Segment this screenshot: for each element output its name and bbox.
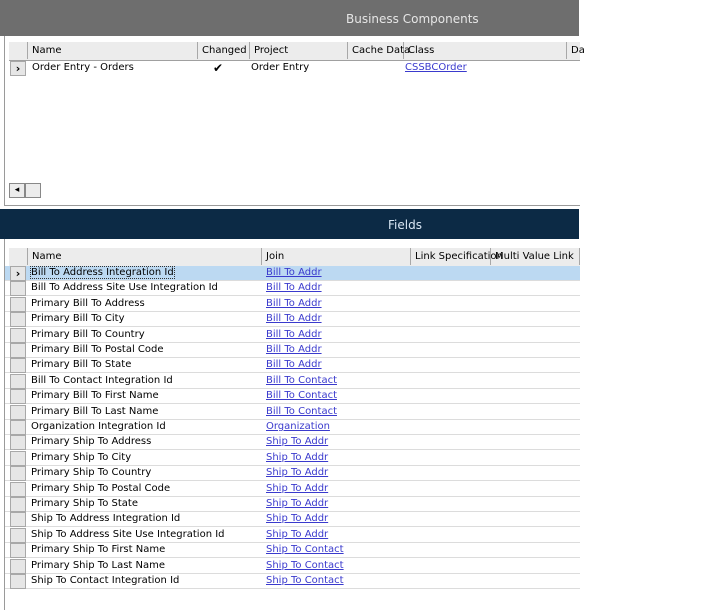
row-selector[interactable] bbox=[10, 312, 26, 327]
row-selector[interactable] bbox=[10, 358, 26, 373]
field-join-link[interactable]: Ship To Contact bbox=[266, 544, 344, 556]
field-name-cell[interactable] bbox=[31, 344, 164, 355]
field-name-text: Bill To Address Integration Id bbox=[31, 267, 174, 278]
field-join-link[interactable]: Ship To Contact bbox=[266, 559, 344, 571]
header-selector-cell bbox=[9, 248, 28, 265]
horizontal-scrollbar[interactable] bbox=[9, 183, 41, 198]
scroll-left-icon[interactable]: ◂ bbox=[9, 183, 25, 198]
field-join-link[interactable]: Bill To Contact bbox=[266, 374, 337, 386]
field-row[interactable] bbox=[5, 435, 580, 450]
field-name-text: Primary Bill To First Name bbox=[31, 390, 159, 402]
changed-checkmark-icon[interactable]: ✔ bbox=[213, 61, 224, 75]
row-selector[interactable] bbox=[10, 451, 26, 466]
row-selector[interactable] bbox=[10, 389, 26, 404]
row-selector[interactable] bbox=[10, 497, 26, 512]
field-name-text: Primary Ship To City bbox=[31, 451, 132, 463]
field-name-cell[interactable] bbox=[31, 467, 151, 478]
row-selector[interactable] bbox=[10, 374, 26, 389]
field-name-text: Primary Ship To Postal Code bbox=[31, 482, 171, 494]
row-selector[interactable]: › bbox=[10, 266, 26, 281]
field-name-cell[interactable] bbox=[31, 313, 125, 324]
field-row[interactable] bbox=[5, 482, 580, 497]
row-selector[interactable] bbox=[10, 281, 26, 296]
column-header-multi-value-link[interactable]: Multi Value Link bbox=[491, 248, 580, 265]
field-name-text: Primary Bill To City bbox=[31, 313, 125, 325]
field-join-link[interactable]: Bill To Addr bbox=[266, 297, 322, 309]
field-row[interactable] bbox=[5, 559, 580, 574]
field-name-cell[interactable] bbox=[31, 452, 131, 463]
business-components-grid bbox=[4, 36, 585, 206]
field-join-link[interactable]: Ship To Addr bbox=[266, 498, 329, 509]
field-name-cell[interactable] bbox=[31, 498, 138, 509]
row-selector[interactable] bbox=[10, 574, 26, 589]
column-header-class[interactable]: Class bbox=[404, 42, 567, 59]
field-join-link[interactable]: Bill To Addr bbox=[266, 359, 322, 371]
field-name-text: Primary Bill To Last Name bbox=[31, 405, 159, 417]
field-name-cell[interactable] bbox=[31, 329, 145, 340]
field-name-text: Primary Ship To State bbox=[31, 498, 138, 509]
field-row[interactable] bbox=[5, 328, 580, 343]
field-name-text: Ship To Address Site Use Integration Id bbox=[31, 528, 225, 540]
column-header-join[interactable]: Join bbox=[262, 248, 411, 265]
field-row[interactable] bbox=[5, 281, 580, 296]
field-join-link[interactable]: Ship To Addr bbox=[266, 482, 329, 494]
field-name-cell[interactable] bbox=[31, 436, 151, 447]
row-selector[interactable] bbox=[10, 528, 26, 543]
row-selector[interactable] bbox=[10, 543, 26, 558]
field-name-cell[interactable] bbox=[31, 529, 225, 540]
column-header-da[interactable]: Da bbox=[571, 45, 585, 56]
field-name-text: Primary Ship To Country bbox=[31, 467, 152, 479]
row-selector[interactable] bbox=[10, 435, 26, 450]
field-name-cell[interactable] bbox=[31, 421, 166, 432]
row-selector[interactable] bbox=[10, 297, 26, 312]
column-header-project[interactable]: Project bbox=[250, 42, 348, 59]
field-row[interactable] bbox=[5, 405, 580, 420]
business-components-header bbox=[9, 42, 585, 61]
field-join-link[interactable]: Ship To Addr bbox=[266, 451, 329, 463]
field-name-text: Primary Ship To Address bbox=[31, 436, 152, 448]
field-row[interactable] bbox=[5, 374, 580, 389]
fields-title: Fields bbox=[388, 218, 422, 232]
field-row[interactable] bbox=[5, 312, 580, 327]
field-join-link[interactable]: Bill To Addr bbox=[266, 267, 322, 278]
row-selector[interactable] bbox=[10, 328, 26, 343]
field-row[interactable] bbox=[5, 343, 580, 358]
field-name-cell[interactable] bbox=[31, 560, 165, 571]
field-name-cell[interactable] bbox=[31, 375, 173, 386]
column-header-link-specification[interactable]: Link Specification bbox=[411, 248, 491, 265]
field-name-text: Primary Ship To First Name bbox=[31, 544, 166, 556]
field-join-link[interactable]: Ship To Addr bbox=[266, 528, 329, 540]
row-selector[interactable] bbox=[10, 405, 26, 420]
field-row[interactable] bbox=[5, 266, 580, 281]
business-components-panel bbox=[0, 0, 585, 205]
row-selector[interactable] bbox=[10, 343, 26, 358]
field-name-text: Primary Bill To State bbox=[31, 359, 132, 371]
field-join-link[interactable]: Ship To Addr bbox=[266, 467, 329, 479]
field-name-text: Primary Bill To Postal Code bbox=[31, 344, 164, 355]
field-name-cell[interactable] bbox=[31, 544, 165, 555]
row-selector[interactable] bbox=[10, 482, 26, 497]
field-row[interactable] bbox=[5, 420, 580, 435]
row-selector[interactable] bbox=[10, 420, 26, 435]
bc-class-link[interactable]: CSSBCOrder bbox=[405, 62, 467, 73]
business-components-title: Business Components bbox=[346, 12, 479, 26]
field-row[interactable] bbox=[5, 358, 580, 373]
field-join-link[interactable]: Ship To Addr bbox=[266, 436, 329, 448]
field-join-link[interactable]: Ship To Addr bbox=[266, 513, 329, 525]
scrollbar-thumb[interactable] bbox=[25, 183, 41, 198]
field-name-text: Organization Integration Id bbox=[31, 421, 166, 432]
field-name-cell[interactable] bbox=[31, 513, 180, 524]
bc-name-cell[interactable]: Order Entry - Orders bbox=[32, 62, 134, 73]
column-header-name[interactable]: Name bbox=[28, 248, 262, 265]
field-row[interactable] bbox=[5, 543, 580, 558]
field-row[interactable] bbox=[5, 574, 580, 589]
field-join-link[interactable]: Ship To Contact bbox=[266, 575, 344, 586]
field-join-link[interactable]: Bill To Contact bbox=[266, 405, 337, 417]
field-row[interactable] bbox=[5, 389, 580, 404]
field-row[interactable] bbox=[5, 528, 580, 543]
field-row[interactable] bbox=[5, 512, 580, 527]
field-name-cell[interactable] bbox=[31, 267, 174, 278]
field-name-cell[interactable] bbox=[31, 406, 158, 417]
field-name-text: Primary Ship To Last Name bbox=[31, 559, 166, 571]
field-row[interactable] bbox=[5, 497, 580, 512]
field-name-cell[interactable] bbox=[31, 359, 131, 370]
field-row[interactable] bbox=[5, 466, 580, 481]
field-join-link[interactable]: Bill To Addr bbox=[266, 282, 322, 294]
fields-titlebar bbox=[0, 209, 579, 239]
field-name-cell[interactable] bbox=[31, 390, 159, 401]
field-join-link[interactable]: Bill To Addr bbox=[266, 313, 322, 325]
row-selector[interactable] bbox=[10, 466, 26, 481]
field-name-text: Ship To Address Integration Id bbox=[31, 513, 181, 525]
column-header-cache-data[interactable]: Cache Data bbox=[348, 42, 404, 59]
field-name-text: Bill To Address Site Use Integration Id bbox=[31, 282, 218, 294]
row-selector[interactable] bbox=[10, 559, 26, 574]
field-name-cell[interactable] bbox=[31, 575, 179, 586]
field-name-cell[interactable] bbox=[31, 298, 145, 309]
fields-header bbox=[9, 248, 580, 267]
row-selector[interactable] bbox=[10, 512, 26, 527]
business-components-titlebar bbox=[0, 0, 579, 36]
field-join-link[interactable]: Bill To Addr bbox=[266, 344, 322, 355]
fields-grid bbox=[4, 239, 580, 610]
field-join-link[interactable]: Bill To Contact bbox=[266, 390, 337, 402]
field-name-cell[interactable] bbox=[31, 483, 170, 494]
field-row[interactable] bbox=[5, 451, 580, 466]
field-join-link[interactable]: Bill To Addr bbox=[266, 328, 322, 340]
field-name-text: Primary Bill To Country bbox=[31, 328, 145, 340]
header-selector-cell bbox=[9, 42, 28, 59]
column-header-name[interactable]: Name bbox=[28, 42, 198, 59]
field-row[interactable] bbox=[5, 297, 580, 312]
field-name-cell[interactable] bbox=[31, 282, 218, 293]
row-selector[interactable]: › bbox=[10, 61, 26, 76]
bc-project-cell[interactable]: Order Entry bbox=[251, 62, 310, 73]
field-name-text: Ship To Contact Integration Id bbox=[31, 575, 180, 586]
fields-panel bbox=[0, 209, 579, 610]
field-name-text: Bill To Contact Integration Id bbox=[31, 374, 173, 386]
field-join-link[interactable]: Organization bbox=[266, 421, 330, 432]
field-name-text: Primary Bill To Address bbox=[31, 297, 145, 309]
column-header-changed[interactable]: Changed bbox=[198, 42, 250, 59]
